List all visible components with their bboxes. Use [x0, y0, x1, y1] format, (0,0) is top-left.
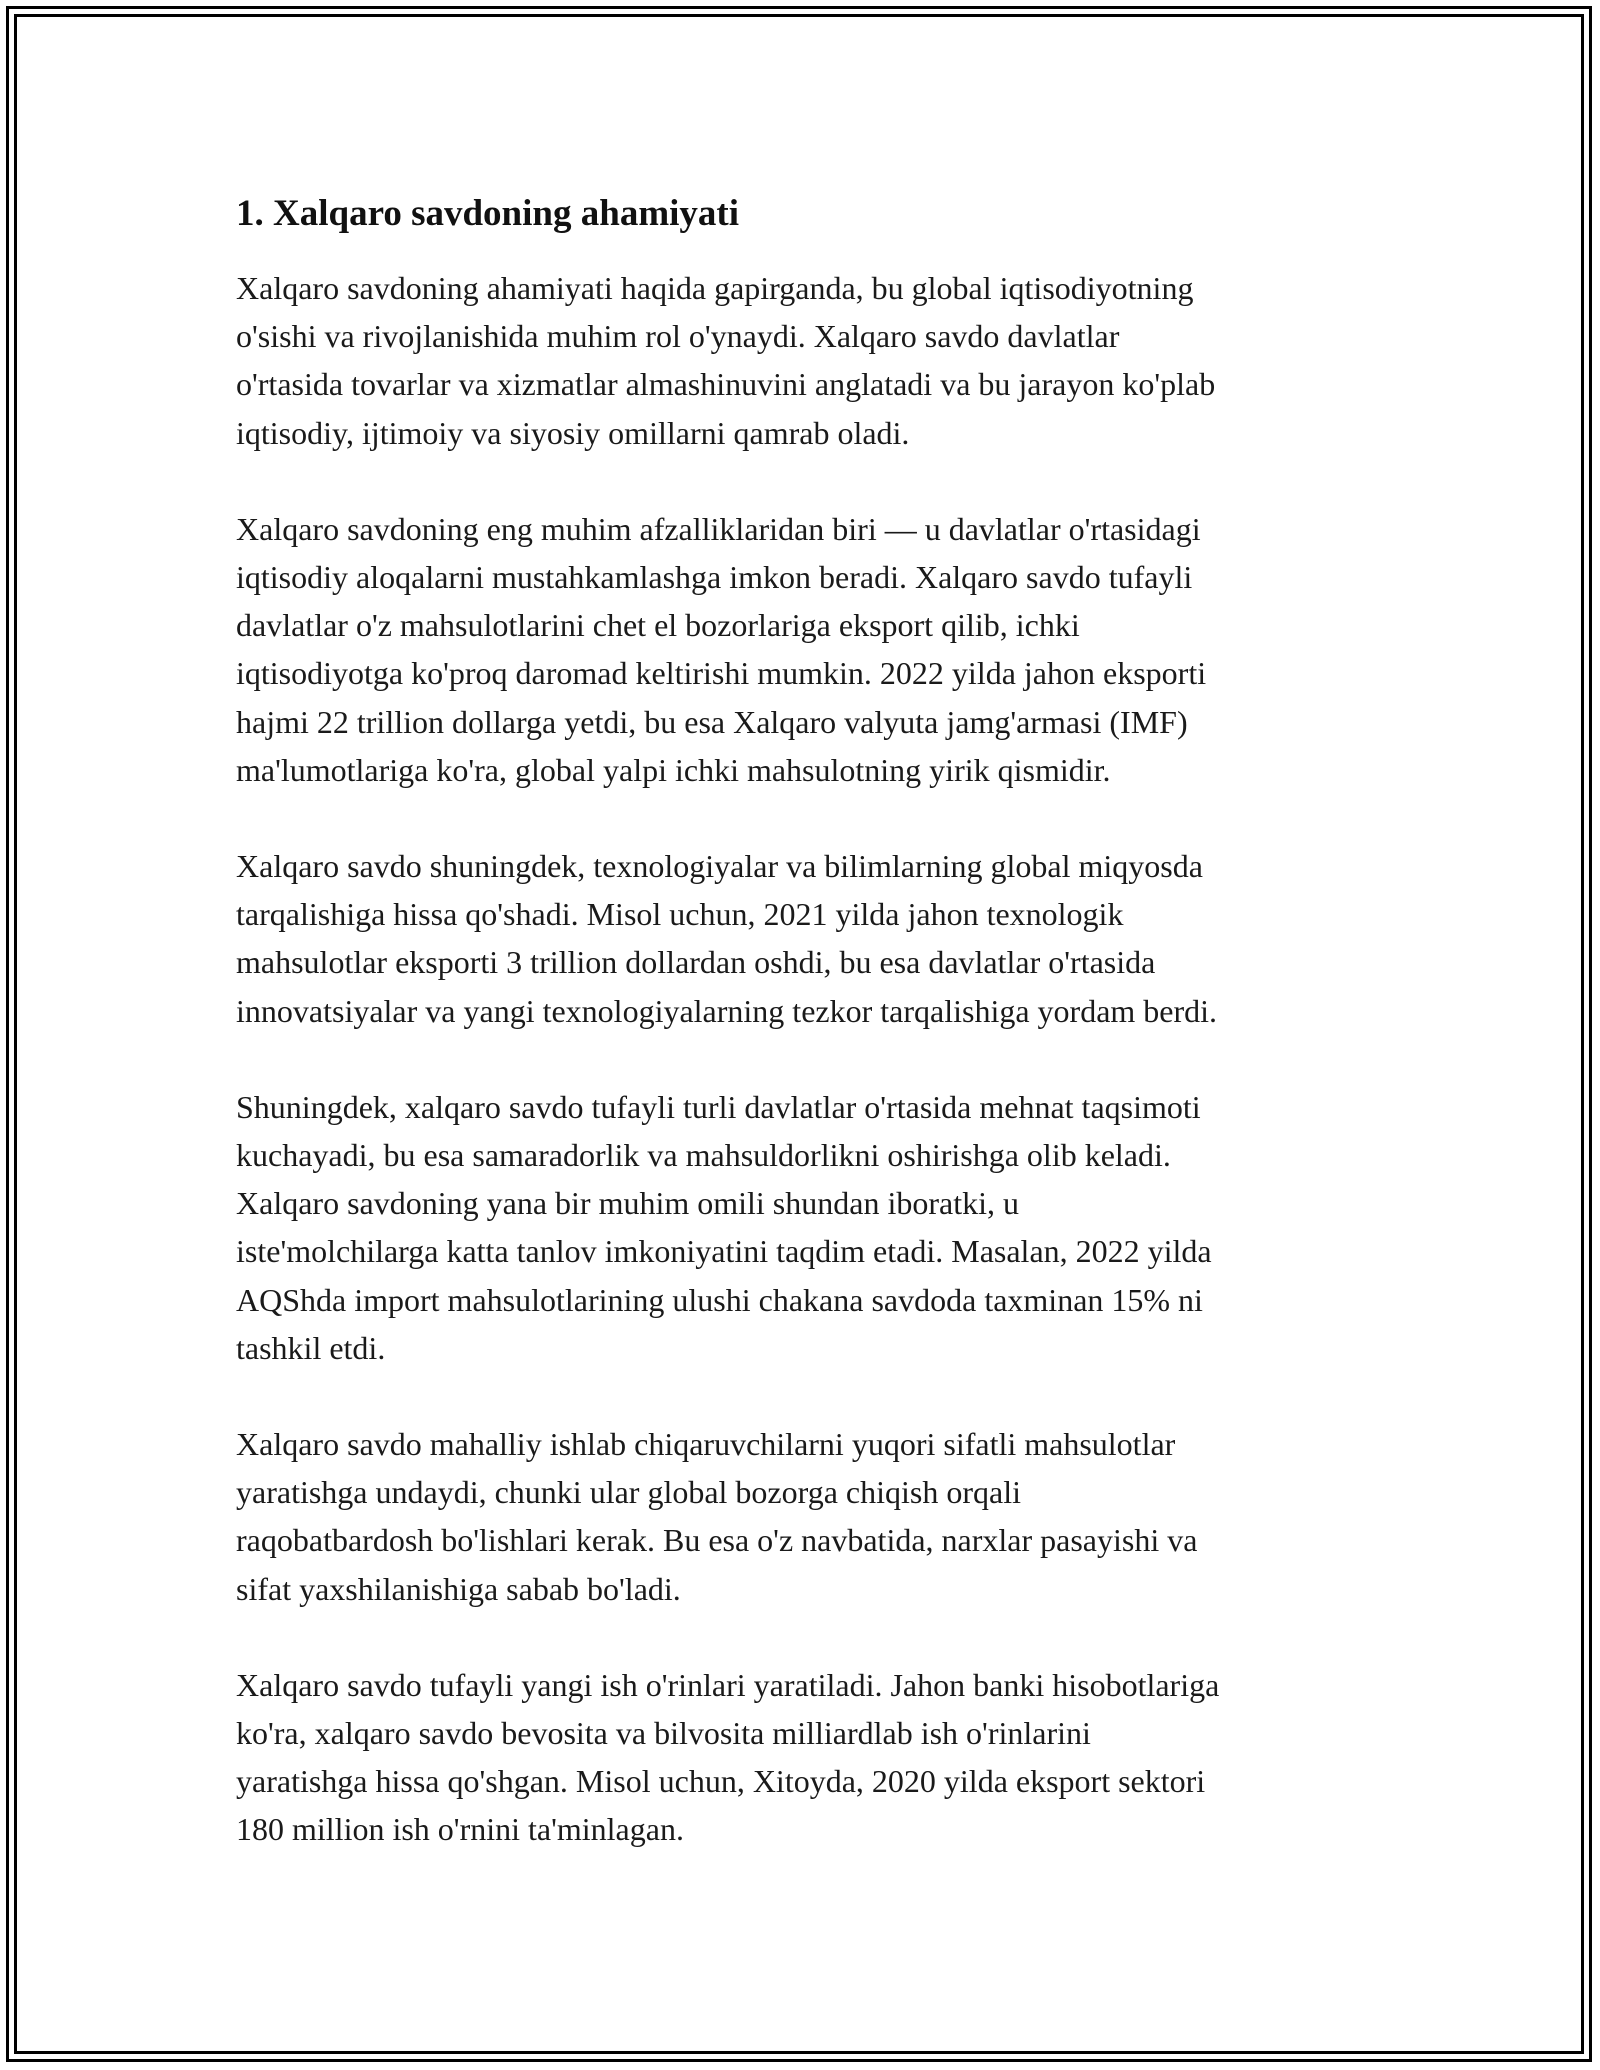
paragraph-trade-importance: Xalqaro savdoning ahamiyati haqida gapirganda, bu global iqtisodiyotning o'sishi va rivojlanishida muhim rol o'ynaydi. Xalqaro savdo davlatlar o'rtasida tovarlar va xizmatlar almashinuvini anglatadi va bu jarayon ko'plab iqtisodiy, ijtimoiy va siyosiy omillarni qamrab oladi. — [236, 270, 1216, 451]
paragraph-jobs: Xalqaro savdo tufayli yangi ish o'rinlari yaratiladi. Jahon banki hisobotlariga ko'ra, xalqaro savdo bevosita va bilvosita milliardlab ish o'rinlarini yaratishga hissa qo'shgan. Misol uchun, Xitoyda, 2020 yilda eksport sektori 180 million ish o'rnini ta'minlagan. — [236, 1666, 1220, 1848]
document-body — [236, 190, 1386, 1902]
section-heading: 1. Xalqaro savdoning ahamiyati — [236, 193, 740, 234]
paragraph-labor-division: Shuningdek, xalqaro savdo tufayli turli davlatlar o'rtasida mehnat taqsimoti kuchayadi, bu esa samaradorlik va mahsuldorlikni oshirishga olib keladi. Xalqaro savdoning yana bir muhim omili shundan iboratki, u iste'molchilarga katta tanlov imkoniyatini taqdim etadi. Masalan, 2022 yilda AQShda import mahsulotlarining ulushi chakana savdoda taxminan 15% ni tashkil etdi. — [236, 1088, 1212, 1366]
paragraph-economic-ties: Xalqaro savdoning eng muhim afzalliklaridan biri — u davlatlar o'rtasidagi iqtisodiy aloqalarni mustahkamlashga imkon beradi. Xalqaro savdo tufayli davlatlar o'z mahsulotlarini chet el bozorlariga eksport qilib, ichki iqtisodiyotga ko'proq daromad keltirishi mumkin. 2022 yilda jahon eksporti hajmi 22 trillion dollarga yetdi, bu esa Xalqaro valyuta jamg'armasi (IMF) ma'lumotlariga ko'ra, global yalpi ichki mahsulotning yirik qismidir. — [236, 510, 1207, 788]
paragraph-local-producers: Xalqaro savdo mahalliy ishlab chiqaruvchilarni yuqori sifatli mahsulotlar yaratishga undaydi, chunki ular global bozorga chiqish orqali raqobatbardosh bo'lishlari kerak. Bu esa o'z navbatida, narxlar pasayishi va sifat yaxshilanishiga sabab bo'ladi. — [236, 1426, 1198, 1607]
paragraph-technology-spread: Xalqaro savdo shuningdek, texnologiyalar va bilimlarning global miqyosda tarqalishiga hissa qo'shadi. Misol uchun, 2021 yilda jahon texnologik mahsulotlar eksporti 3 trillion dollardan oshdi, bu esa davlatlar o'rtasida innovatsiyalar va yangi texnologiyalarning tezkor tarqalishiga yordam berdi. — [236, 848, 1218, 1029]
